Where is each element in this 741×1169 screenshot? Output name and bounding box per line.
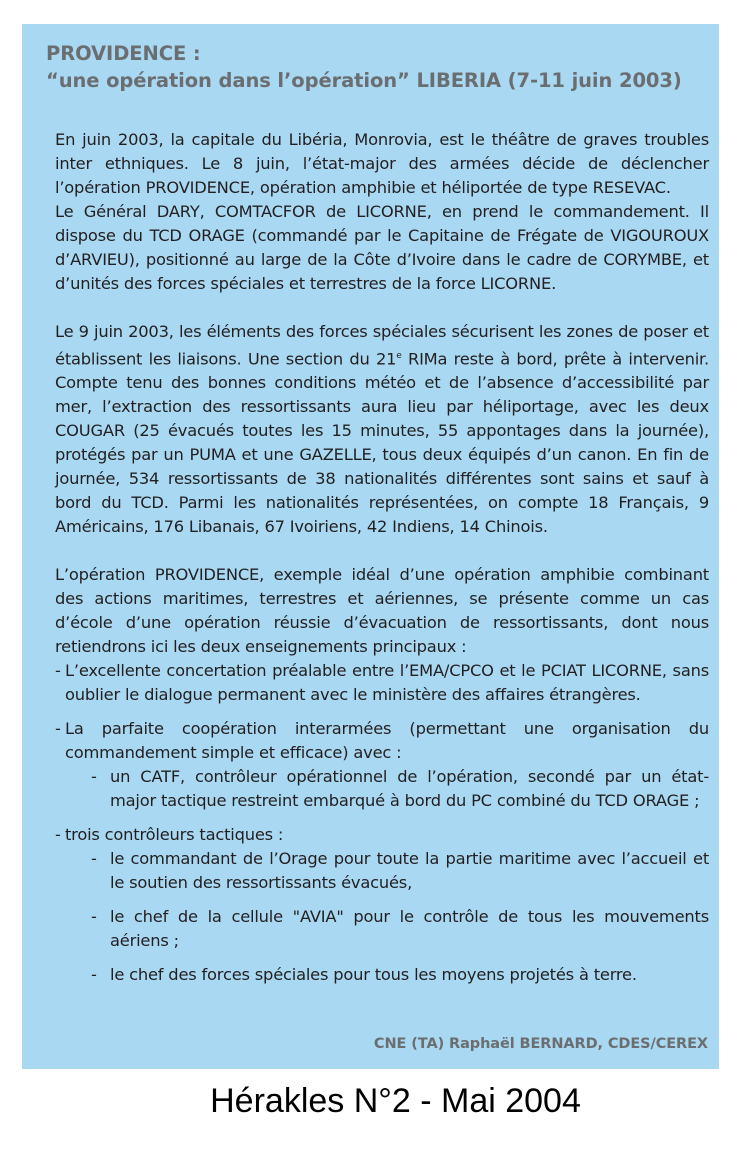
list-item-3-sub-1 <box>55 847 709 895</box>
list-item-2 <box>55 717 709 765</box>
list-item-3-sub-3-text: le chef des forces spéciales pour tous les moyens projetés à terre. <box>110 965 637 985</box>
paragraph-2-start: Le 9 juin 2003, les éléments des forces spéciales sécurisent les zones de poser et établissent les liaisons. Une section du 21 <box>55 322 709 369</box>
article-title <box>46 40 682 94</box>
article-box <box>22 24 719 1069</box>
title-line-2: “une opération dans l’opération” LIBERIA (7-11 juin 2003) <box>46 69 682 92</box>
bullet-dash: - <box>55 825 61 845</box>
paragraph-2-rest: RIMa reste à bord, prête à intervenir. Compte tenu des bonnes conditions météo et de l’absence d’accessibilité par mer, l’extraction des ressortissants aura lieu par héliportage, avec les deux COUGAR (25 évacués toutes les 15 minutes, 55 appontages dans la journée), protégés par un PUMA et une GAZELLE, tous deux équipés d’un canon. En fin de journée, 534 ressortissants de 38 nationalités différentes sont sains et sauf à bord du TCD. Parmi les nationalités représentées, on compte 18 Français, 9 Américains, 176 Libanais, 67 Ivoiriens, 42 Indiens, 14 Chinois. <box>55 349 709 537</box>
publication-footer <box>0 1082 741 1121</box>
bullet-dash: - <box>91 767 97 787</box>
paragraph-1a: En juin 2003, la capitale du Libéria, Monrovia, est le théâtre de graves troubles inter ethniques. Le 8 juin, l’état-major des armées décide de déclencher l’opération PROVIDENCE, opération amphibie et héliportée de type RESEVAC. <box>55 130 709 197</box>
bullet-dash: - <box>55 661 61 681</box>
paragraph-1b: Le Général DARY, COMTACFOR de LICORNE, en prend le commandement. Il dispose du TCD ORAGE (commandé par le Capitaine de Frégate de VIGOUROUX d’ARVIEU), positionné au large de la Côte d’Ivoire dans le cadre de CORYMBE, et d’unités des forces spéciales et terrestres de la force LICORNE. <box>55 202 709 293</box>
list-item-3-sub-2 <box>55 905 709 953</box>
list-item-3 <box>55 823 709 847</box>
paragraph-2 <box>55 320 709 539</box>
list-item-2-sub-1 <box>55 765 709 813</box>
bullet-dash: - <box>91 907 97 927</box>
author-signature: CNE (TA) Raphaël BERNARD, CDES/CEREX <box>373 1036 708 1052</box>
list-item-1 <box>55 659 709 707</box>
bullet-dash: - <box>91 849 97 869</box>
bullet-dash: - <box>55 719 61 739</box>
ordinal-superscript: e <box>396 351 402 361</box>
list-item-2-text: La parfaite coopération interarmées (permettant une organisation du commandement simple et efficace) avec : <box>65 719 709 763</box>
article-body <box>55 128 709 987</box>
footer-text: Hérakles N°2 - Mai 2004 <box>210 1082 581 1120</box>
list-item-3-text: trois contrôleurs tactiques : <box>65 825 284 845</box>
list-item-3-sub-2-text: le chef de la cellule "AVIA" pour le contrôle de tous les mouvements aériens ; <box>110 907 709 951</box>
title-line-1: PROVIDENCE : <box>46 42 201 65</box>
list-item-3-sub-3 <box>55 963 709 987</box>
list-item-2-sub-1-text: un CATF, contrôleur opérationnel de l’opération, secondé par un état-major tactique restreint embarqué à bord du PC combiné du TCD ORAGE ; <box>110 767 709 811</box>
bullet-dash: - <box>91 965 97 985</box>
list-item-1-text: L’excellente concertation préalable entre l’EMA/CPCO et le PCIAT LICORNE, sans oublier le dialogue permanent avec le ministère des affaires étrangères. <box>65 661 709 705</box>
paragraph-3: L’opération PROVIDENCE, exemple idéal d’une opération amphibie combinant des actions maritimes, terrestres et aériennes, se présente comme un cas d’école d’une opération réussie d’évacuation de ressortissants, dont nous retiendrons ici les deux enseignements principaux : <box>55 565 709 657</box>
list-item-3-sub-1-text: le commandant de l’Orage pour toute la partie maritime avec l’accueil et le soutien des ressortissants évacués, <box>110 849 709 893</box>
